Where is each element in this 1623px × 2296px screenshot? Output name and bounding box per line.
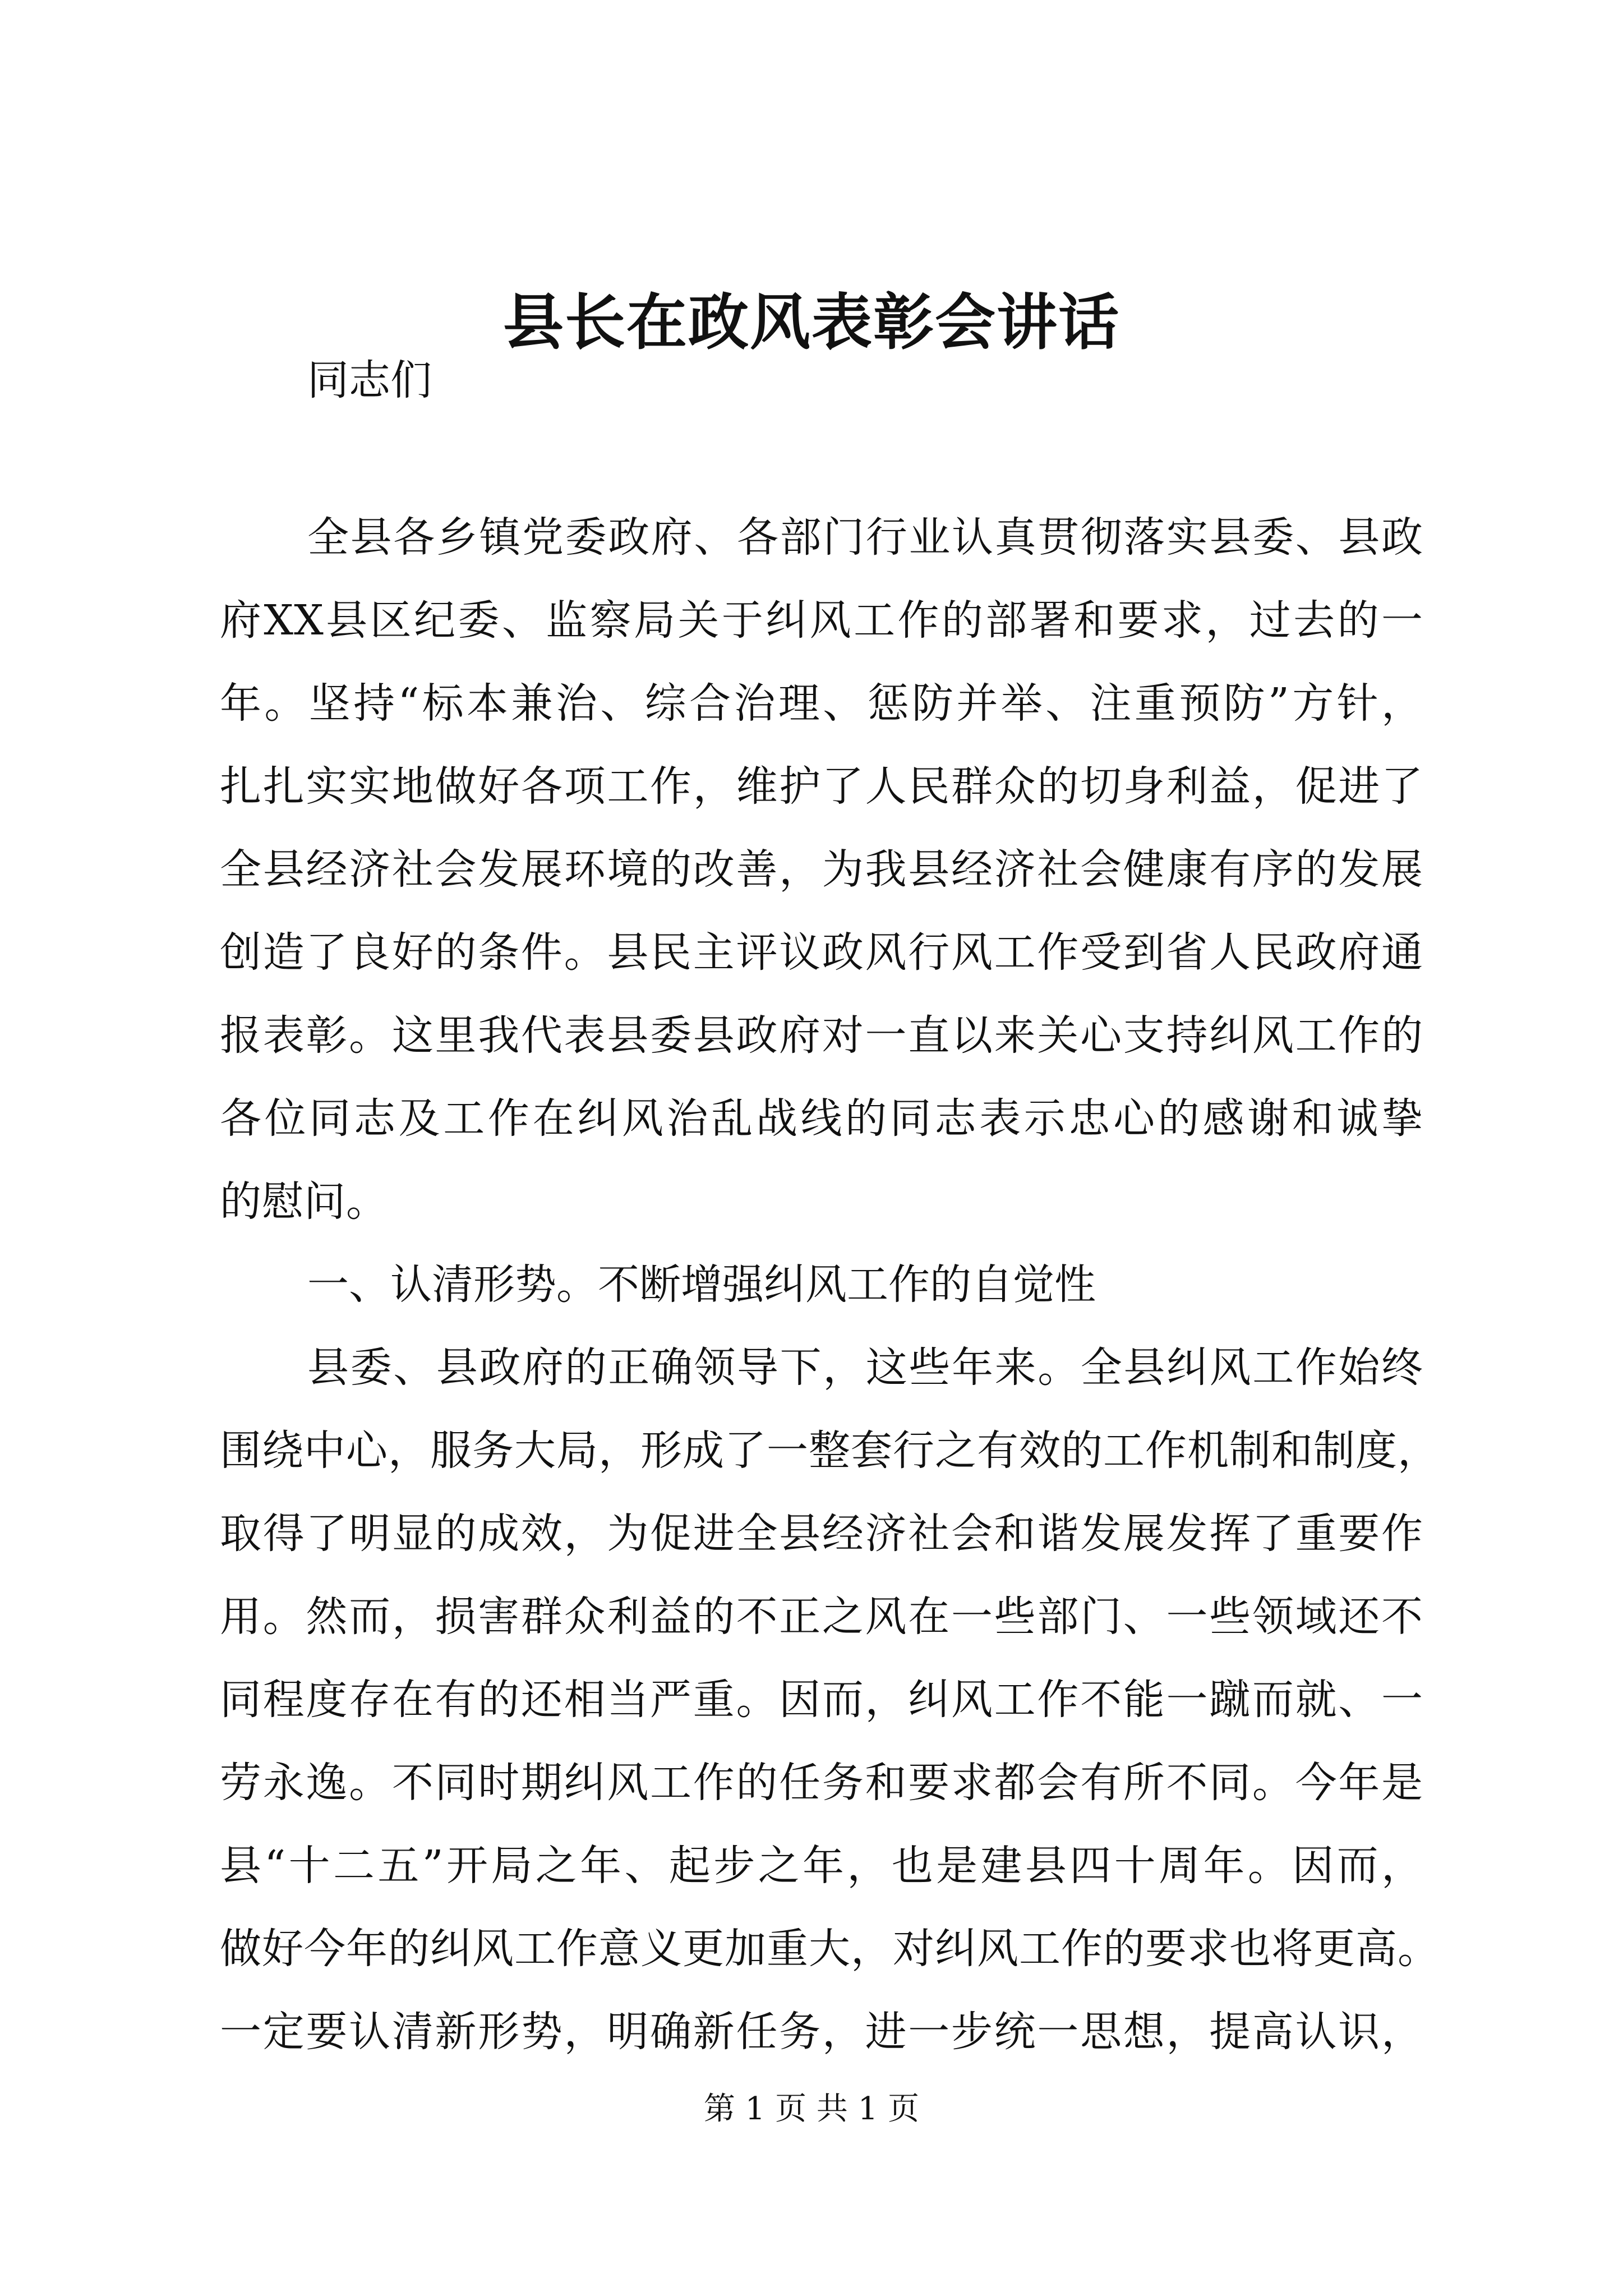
paragraph1-line: 年。坚持“标本兼治、综合治理、惩防并举、注重预防”方针，: [220, 679, 1423, 728]
paragraph2-line: 围绕中心，服务大局，形成了一整套行之有效的工作机制和制度，: [220, 1427, 1440, 1475]
section-heading: 一、认清形势。不断增强纠风工作的自觉性: [307, 1260, 1096, 1309]
salutation: 同志们: [307, 356, 432, 404]
paragraph2-line: 县委、县政府的正确领导下，这些年来。全县纠风工作始终: [307, 1343, 1423, 1392]
paragraph1-line: 扎扎实实地做好各项工作，维护了人民群众的切身利益，促进了: [220, 762, 1423, 811]
paragraph1-line: 各位同志及工作在纠风治乱战线的同志表示忠心的感谢和诚挚: [220, 1094, 1423, 1143]
paragraph1-line: 全县各乡镇党委政府、各部门行业认真贯彻落实县委、县政: [307, 513, 1423, 562]
paragraph2-line: 劳永逸。不同时期纠风工作的任务和要求都会有所不同。今年是: [220, 1759, 1423, 1807]
paragraph1-line: 报表彰。这里我代表县委县政府对一直以来关心支持纠风工作的: [220, 1011, 1423, 1060]
paragraph2-line: 一定要认清新形势，明确新任务，进一步统一思想，提高认识，: [220, 2008, 1423, 2056]
page-number-footer: 第 1 页 共 1 页: [703, 2091, 920, 2127]
paragraph2-line: 做好今年的纠风工作意义更加重大，对纠风工作的要求也将更高。: [220, 1925, 1440, 1973]
paragraph2-line: 县“十二五”开局之年、起步之年，也是建县四十周年。因而，: [220, 1842, 1423, 1890]
paragraph1-line: 全县经济社会发展环境的改善，为我县经济社会健康有序的发展: [220, 845, 1423, 894]
document-title: 县长在政风表彰会讲话: [502, 287, 1120, 358]
paragraph2-line: 同程度存在有的还相当严重。因而，纠风工作不能一蹴而就、一: [220, 1676, 1423, 1724]
paragraph1-line: 的慰问。: [220, 1177, 388, 1226]
paragraph1-line: 府XX县区纪委、监察局关于纠风工作的部署和要求，过去的一: [220, 596, 1423, 645]
paragraph2-line: 取得了明显的成效，为促进全县经济社会和谐发展发挥了重要作: [220, 1510, 1423, 1558]
paragraph1-line: 创造了良好的条件。县民主评议政风行风工作受到省人民政府通: [220, 928, 1423, 977]
paragraph2-line: 用。然而，损害群众利益的不正之风在一些部门、一些领域还不: [220, 1593, 1423, 1641]
